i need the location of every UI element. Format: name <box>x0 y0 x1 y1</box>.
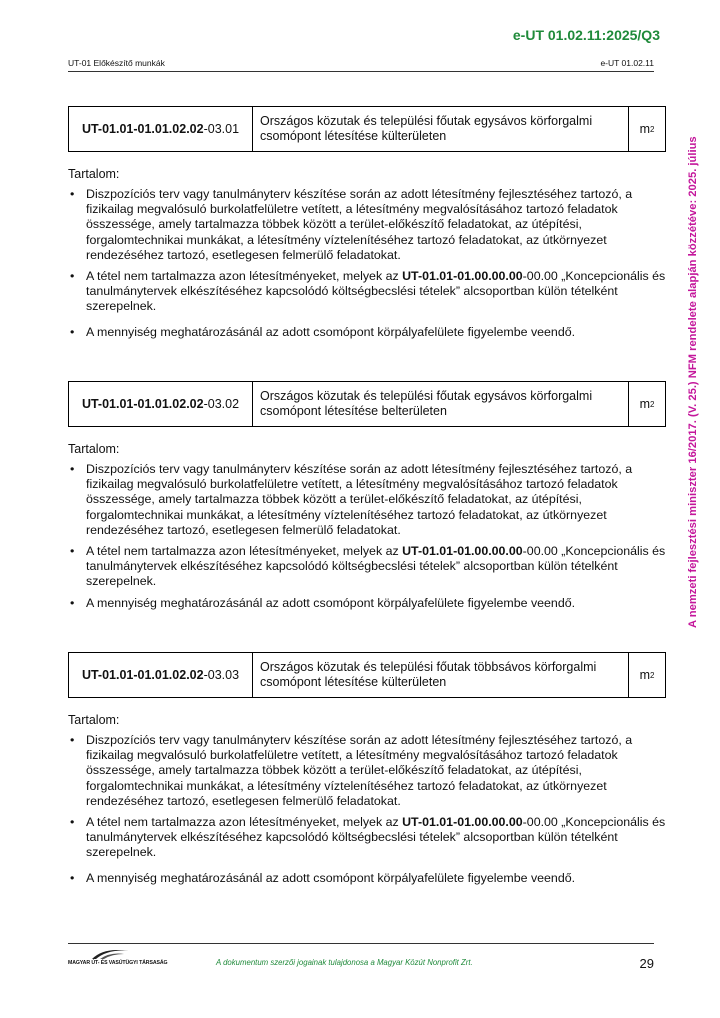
company-logo <box>68 947 168 969</box>
item-code-suffix: -03.02 <box>203 397 240 411</box>
logo-text: MAGYAR ÚT- ÉS VASÚTÜGYI TÁRSASÁG <box>68 960 168 966</box>
list-item-text: A tétel nem tartalmazza azon létesítményeket, melyek az <box>86 815 403 830</box>
item-title: Országos közutak és települési főutak egysávos körforgalmi csomópont létesítése belterületen <box>253 382 629 426</box>
footer-divider <box>68 943 654 944</box>
list-item-text: -00.00 „Koncepcionális és tanulmánytervek elkészítéséhez kapcsolódó költségbecslési tételek” alcsoportban külön tételként szerepelnek. <box>86 815 666 860</box>
referenced-code: UT-01.01-01.00.00.00 <box>402 544 523 559</box>
unit-superscript: 2 <box>649 124 655 134</box>
list-item: • A mennyiség meghatározásánál az adott csomópont körpályafelülete figyelembe veendő. <box>68 871 666 886</box>
item-header-table <box>68 381 666 427</box>
list-item-text: -00.00 „Koncepcionális és tanulmánytervek elkészítéséhez kapcsolódó költségbecslési tételek” alcsoportban külön tételként szerepelnek. <box>86 269 666 314</box>
header-right: e-UT 01.02.11 <box>600 58 654 68</box>
unit-superscript: 2 <box>649 399 655 409</box>
running-header <box>68 58 654 72</box>
item-unit <box>629 382 665 426</box>
content-label: Tartalom: <box>68 442 120 456</box>
item-title: Országos közutak és települési főutak egysávos körforgalmi csomópont létesítése külterületen <box>253 107 629 151</box>
item-code <box>69 382 253 426</box>
list-item-text: A tétel nem tartalmazza azon létesítményeket, melyek az <box>86 544 403 559</box>
item-code <box>69 107 253 151</box>
unit-base: m <box>639 668 650 682</box>
item-section <box>68 381 666 617</box>
list-item <box>68 269 666 315</box>
item-code-bold: UT-01.01-01.01.02.02 <box>81 397 204 411</box>
item-unit <box>629 107 665 151</box>
copyright-note: A dokumentum szerzői jogainak tulajdonosa a Magyar Közút Nonprofit Zrt. <box>216 958 473 967</box>
list-item <box>68 815 666 861</box>
item-code-suffix: -03.01 <box>203 122 240 136</box>
swoosh-icon <box>90 947 130 961</box>
item-code-suffix: -03.03 <box>203 668 240 682</box>
unit-base: m <box>639 122 650 136</box>
list-item: • Diszpozíciós terv vagy tanulmányterv készítése során az adott létesítmény fejlesztéséhez tartozó, a fizikailag megvalósuló burkolatfelületre vetített, a létesítmény megvalósításához tartozó feladatok összessége, amely tartalmazza többek között a terület-előkészítő feladatokat, az útépítési, forgalomtechnikai munkákat, a létesítmény víztelenítéséhez tartozó feladatokat, az útkörnyezet rendezéséhez tartozó, esetlegesen felmerülő feladatokat. <box>68 462 666 538</box>
referenced-code: UT-01.01-01.00.00.00 <box>402 269 523 284</box>
document-code: e-UT 01.02.11:2025/Q3 <box>512 27 660 43</box>
content-label: Tartalom: <box>68 713 120 727</box>
side-publication-note: A nemzeti fejlesztési miniszter 16/2017. (V. 25.) NFM rendelete alapján közzétéve: 2025. július <box>687 136 699 628</box>
list-item: • A mennyiség meghatározásánál az adott csomópont körpályafelülete figyelembe veendő. <box>68 325 666 340</box>
content-label: Tartalom: <box>68 167 120 181</box>
list-item: • A mennyiség meghatározásánál az adott csomópont körpályafelülete figyelembe veendő. <box>68 596 666 611</box>
list-item-text: -00.00 „Koncepcionális és tanulmánytervek elkészítéséhez kapcsolódó költségbecslési tételek” alcsoportban külön tételként szerepelnek. <box>86 544 666 589</box>
item-section <box>68 106 666 346</box>
header-left: UT-01 Előkészítő munkák <box>68 58 165 68</box>
content-list <box>68 733 666 886</box>
item-unit <box>629 653 665 697</box>
list-item: • Diszpozíciós terv vagy tanulmányterv készítése során az adott létesítmény fejlesztéséhez tartozó, a fizikailag megvalósuló burkolatfelületre vetített, a létesítmény megvalósításához tartozó feladatok összessége, amely tartalmazza többek között a terület-előkészítő feladatokat, az útépítési, forgalomtechnikai munkákat, a létesítmény víztelenítéséhez tartozó feladatokat, az útkörnyezet rendezéséhez tartozó, esetlegesen felmerülő feladatokat. <box>68 733 666 809</box>
page-number: 29 <box>639 956 654 971</box>
list-item-text: A tétel nem tartalmazza azon létesítményeket, melyek az <box>86 269 403 284</box>
item-header-table <box>68 652 666 698</box>
list-item <box>68 544 666 590</box>
item-code-bold: UT-01.01-01.01.02.02 <box>81 668 204 682</box>
content-list <box>68 462 666 611</box>
content-list <box>68 187 666 340</box>
item-header-table <box>68 106 666 152</box>
item-code-bold: UT-01.01-01.01.02.02 <box>81 122 204 136</box>
unit-superscript: 2 <box>649 670 655 680</box>
list-item: • Diszpozíciós terv vagy tanulmányterv készítése során az adott létesítmény fejlesztéséhez tartozó, a fizikailag megvalósuló burkolatfelületre vetített, a létesítmény megvalósításához tartozó feladatok összessége, amely tartalmazza többek között a terület-előkészítő feladatokat, az útépítési, forgalomtechnikai munkákat, a létesítmény víztelenítéséhez tartozó feladatokat, az útkörnyezet rendezéséhez tartozó, esetlegesen felmerülő feladatokat. <box>68 187 666 263</box>
referenced-code: UT-01.01-01.00.00.00 <box>402 815 523 830</box>
item-code <box>69 653 253 697</box>
unit-base: m <box>639 397 650 411</box>
item-title: Országos közutak és települési főutak többsávos körforgalmi csomópont létesítése külterületen <box>253 653 629 697</box>
item-section <box>68 652 666 892</box>
